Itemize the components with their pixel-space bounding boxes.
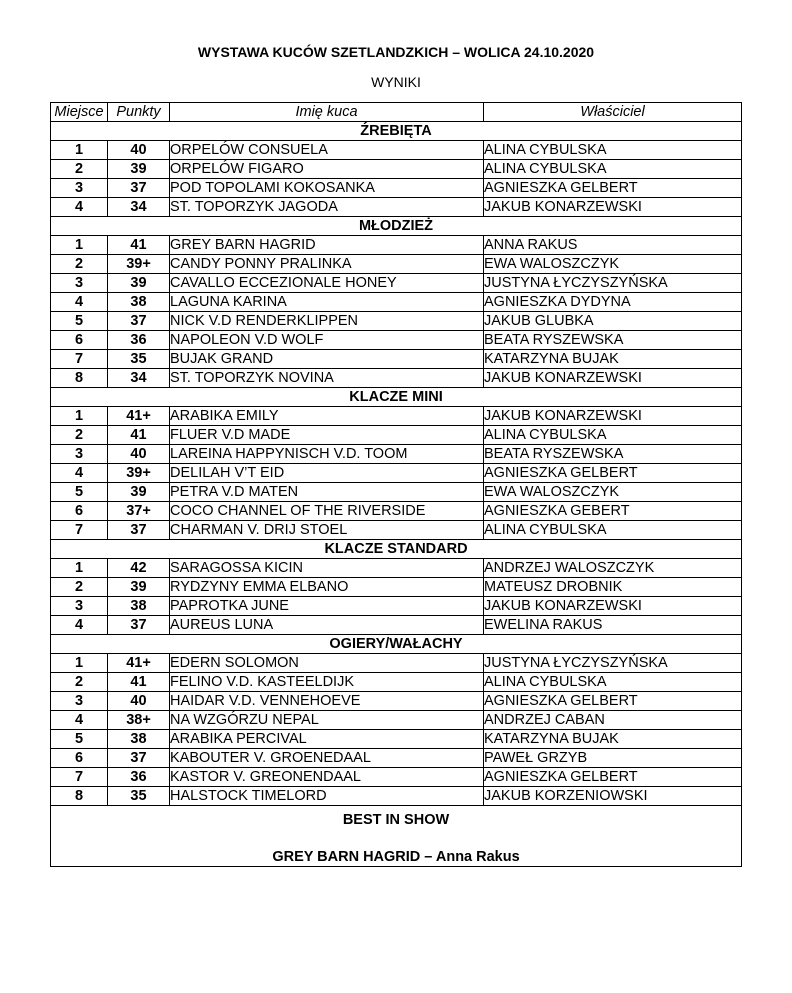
points-cell: 41	[108, 673, 170, 692]
category-title: KLACZE STANDARD	[51, 540, 742, 559]
best-in-show-cell	[51, 806, 742, 867]
place-cell: 4	[51, 464, 108, 483]
table-row	[51, 236, 742, 255]
points-cell: 38+	[108, 711, 170, 730]
points-cell: 40	[108, 445, 170, 464]
pony-name-cell: EDERN SOLOMON	[170, 654, 484, 673]
pony-name-cell: ARABIKA EMILY	[170, 407, 484, 426]
owner-cell: ALINA CYBULSKA	[484, 141, 742, 160]
table-row	[51, 730, 742, 749]
category-row	[51, 540, 742, 559]
owner-cell: AGNIESZKA GELBERT	[484, 179, 742, 198]
best-in-show-title: BEST IN SHOW	[342, 812, 450, 828]
category-row	[51, 635, 742, 654]
place-cell: 8	[51, 369, 108, 388]
place-cell: 4	[51, 616, 108, 635]
table-row	[51, 673, 742, 692]
pony-name-cell: AUREUS LUNA	[170, 616, 484, 635]
pony-name-cell: GREY BARN HAGRID	[170, 236, 484, 255]
pony-name-cell: CANDY PONNY PRALINKA	[170, 255, 484, 274]
table-row	[51, 749, 742, 768]
place-cell: 2	[51, 160, 108, 179]
points-cell: 37+	[108, 502, 170, 521]
table-row	[51, 692, 742, 711]
points-cell: 39	[108, 483, 170, 502]
owner-cell: ANDRZEJ CABAN	[484, 711, 742, 730]
points-cell: 39+	[108, 255, 170, 274]
pony-name-cell: POD TOPOLAMI KOKOSANKA	[170, 179, 484, 198]
points-cell: 38	[108, 730, 170, 749]
table-row	[51, 369, 742, 388]
points-cell: 39	[108, 578, 170, 597]
table-row	[51, 274, 742, 293]
points-cell: 35	[108, 787, 170, 806]
points-cell: 40	[108, 141, 170, 160]
points-cell: 41+	[108, 407, 170, 426]
pony-name-cell: LAGUNA KARINA	[170, 293, 484, 312]
points-cell: 34	[108, 369, 170, 388]
points-cell: 41	[108, 426, 170, 445]
results-table	[50, 102, 742, 867]
place-cell: 7	[51, 350, 108, 369]
pony-name-cell: DELILAH V’T EID	[170, 464, 484, 483]
best-in-show-winner: GREY BARN HAGRID – Anna Rakus	[272, 849, 520, 865]
owner-cell: PAWEŁ GRZYB	[484, 749, 742, 768]
table-row	[51, 445, 742, 464]
table-row	[51, 331, 742, 350]
points-cell: 39	[108, 160, 170, 179]
owner-cell: AGNIESZKA GELBERT	[484, 464, 742, 483]
points-cell: 39+	[108, 464, 170, 483]
table-row	[51, 787, 742, 806]
place-cell: 6	[51, 749, 108, 768]
pony-name-cell: HALSTOCK TIMELORD	[170, 787, 484, 806]
owner-cell: BEATA RYSZEWSKA	[484, 331, 742, 350]
points-cell: 41+	[108, 654, 170, 673]
place-cell: 3	[51, 692, 108, 711]
pony-name-cell: FLUER V.D MADE	[170, 426, 484, 445]
place-cell: 6	[51, 331, 108, 350]
owner-cell: KATARZYNA BUJAK	[484, 730, 742, 749]
owner-cell: BEATA RYSZEWSKA	[484, 445, 742, 464]
owner-cell: AGNIESZKA GELBERT	[484, 692, 742, 711]
pony-name-cell: KABOUTER V. GROENEDAAL	[170, 749, 484, 768]
place-cell: 4	[51, 198, 108, 217]
place-cell: 5	[51, 730, 108, 749]
table-row	[51, 255, 742, 274]
owner-cell: ANNA RAKUS	[484, 236, 742, 255]
table-row	[51, 654, 742, 673]
points-cell: 37	[108, 749, 170, 768]
owner-cell: JAKUB KONARZEWSKI	[484, 369, 742, 388]
category-row	[51, 217, 742, 236]
place-cell: 3	[51, 179, 108, 198]
pony-name-cell: BUJAK GRAND	[170, 350, 484, 369]
table-row	[51, 597, 742, 616]
owner-cell: ANDRZEJ WALOSZCZYK	[484, 559, 742, 578]
category-row	[51, 388, 742, 407]
pony-name-cell: HAIDAR V.D. VENNEHOEVE	[170, 692, 484, 711]
points-cell: 40	[108, 692, 170, 711]
table-row	[51, 711, 742, 730]
place-cell: 2	[51, 255, 108, 274]
place-cell: 6	[51, 502, 108, 521]
place-cell: 5	[51, 483, 108, 502]
pony-name-cell: COCO CHANNEL OF THE RIVERSIDE	[170, 502, 484, 521]
pony-name-cell: ORPELÓW FIGARO	[170, 160, 484, 179]
page-subtitle: WYNIKI	[371, 74, 421, 90]
table-row	[51, 312, 742, 331]
page-title: WYSTAWA KUCÓW SZETLANDZKICH – WOLICA 24.10.2020	[197, 44, 595, 60]
pony-name-cell: SARAGOSSA KICIN	[170, 559, 484, 578]
owner-cell: AGNIESZKA GELBERT	[484, 768, 742, 787]
pony-name-cell: FELINO V.D. KASTEELDIJK	[170, 673, 484, 692]
place-cell: 5	[51, 312, 108, 331]
owner-cell: EWA WALOSZCZYK	[484, 483, 742, 502]
place-cell: 2	[51, 426, 108, 445]
points-cell: 42	[108, 559, 170, 578]
pony-name-cell: KASTOR V. GREONENDAAL	[170, 768, 484, 787]
pony-name-cell: NA WZGÓRZU NEPAL	[170, 711, 484, 730]
points-cell: 37	[108, 179, 170, 198]
points-cell: 38	[108, 293, 170, 312]
owner-cell: AGNIESZKA GEBERT	[484, 502, 742, 521]
owner-cell: MATEUSZ DROBNIK	[484, 578, 742, 597]
points-cell: 36	[108, 331, 170, 350]
category-title: OGIERY/WAŁACHY	[51, 635, 742, 654]
table-header-row	[51, 103, 742, 122]
pony-name-cell: ST. TOPORZYK NOVINA	[170, 369, 484, 388]
place-cell: 7	[51, 768, 108, 787]
owner-cell: JAKUB KONARZEWSKI	[484, 597, 742, 616]
owner-cell: JAKUB KONARZEWSKI	[484, 407, 742, 426]
table-row	[51, 578, 742, 597]
owner-cell: KATARZYNA BUJAK	[484, 350, 742, 369]
table-row	[51, 464, 742, 483]
owner-cell: EWA WALOSZCZYK	[484, 255, 742, 274]
place-cell: 8	[51, 787, 108, 806]
table-row	[51, 350, 742, 369]
owner-cell: JAKUB KONARZEWSKI	[484, 198, 742, 217]
points-cell: 38	[108, 597, 170, 616]
category-row	[51, 122, 742, 141]
points-cell: 37	[108, 521, 170, 540]
table-row	[51, 293, 742, 312]
place-cell: 2	[51, 673, 108, 692]
owner-cell: AGNIESZKA DYDYNA	[484, 293, 742, 312]
table-row	[51, 521, 742, 540]
points-cell: 35	[108, 350, 170, 369]
owner-cell: JUSTYNA ŁYCZYSZYŃSKA	[484, 274, 742, 293]
place-cell: 1	[51, 141, 108, 160]
table-row	[51, 198, 742, 217]
results-body	[51, 122, 742, 806]
place-cell: 4	[51, 293, 108, 312]
place-cell: 1	[51, 654, 108, 673]
table-row	[51, 559, 742, 578]
category-title: KLACZE MINI	[51, 388, 742, 407]
table-row	[51, 160, 742, 179]
place-cell: 4	[51, 711, 108, 730]
place-cell: 2	[51, 578, 108, 597]
points-cell: 39	[108, 274, 170, 293]
owner-cell: ALINA CYBULSKA	[484, 673, 742, 692]
owner-cell: JAKUB GLUBKA	[484, 312, 742, 331]
owner-cell: JAKUB KORZENIOWSKI	[484, 787, 742, 806]
points-cell: 34	[108, 198, 170, 217]
category-title: ŹREBIĘTA	[51, 122, 742, 141]
pony-name-cell: LAREINA HAPPYNISCH V.D. TOOM	[170, 445, 484, 464]
pony-name-cell: RYDZYNY EMMA ELBANO	[170, 578, 484, 597]
place-cell: 3	[51, 274, 108, 293]
points-cell: 36	[108, 768, 170, 787]
table-row	[51, 768, 742, 787]
column-header-owner: Właściciel	[484, 103, 742, 122]
pony-name-cell: PAPROTKA JUNE	[170, 597, 484, 616]
category-title: MŁODZIEŻ	[51, 217, 742, 236]
table-row	[51, 616, 742, 635]
pony-name-cell: NAPOLEON V.D WOLF	[170, 331, 484, 350]
table-row	[51, 141, 742, 160]
place-cell: 1	[51, 407, 108, 426]
owner-cell: ALINA CYBULSKA	[484, 426, 742, 445]
table-row	[51, 483, 742, 502]
pony-name-cell: NICK V.D RENDERKLIPPEN	[170, 312, 484, 331]
table-row	[51, 179, 742, 198]
place-cell: 1	[51, 236, 108, 255]
place-cell: 7	[51, 521, 108, 540]
owner-cell: ALINA CYBULSKA	[484, 160, 742, 179]
place-cell: 3	[51, 445, 108, 464]
column-header-place: Miejsce	[51, 103, 108, 122]
owner-cell: JUSTYNA ŁYCZYSZYŃSKA	[484, 654, 742, 673]
owner-cell: EWELINA RAKUS	[484, 616, 742, 635]
place-cell: 3	[51, 597, 108, 616]
points-cell: 41	[108, 236, 170, 255]
table-row	[51, 407, 742, 426]
pony-name-cell: ARABIKA PERCIVAL	[170, 730, 484, 749]
pony-name-cell: PETRA V.D MATEN	[170, 483, 484, 502]
pony-name-cell: ST. TOPORZYK JAGODA	[170, 198, 484, 217]
points-cell: 37	[108, 616, 170, 635]
place-cell: 1	[51, 559, 108, 578]
column-header-points: Punkty	[108, 103, 170, 122]
points-cell: 37	[108, 312, 170, 331]
owner-cell: ALINA CYBULSKA	[484, 521, 742, 540]
table-row	[51, 502, 742, 521]
table-row	[51, 426, 742, 445]
pony-name-cell: ORPELÓW CONSUELA	[170, 141, 484, 160]
column-header-name: Imię kuca	[170, 103, 484, 122]
best-in-show-row	[51, 806, 742, 867]
pony-name-cell: CHARMAN V. DRIJ STOEL	[170, 521, 484, 540]
pony-name-cell: CAVALLO ECCEZIONALE HONEY	[170, 274, 484, 293]
